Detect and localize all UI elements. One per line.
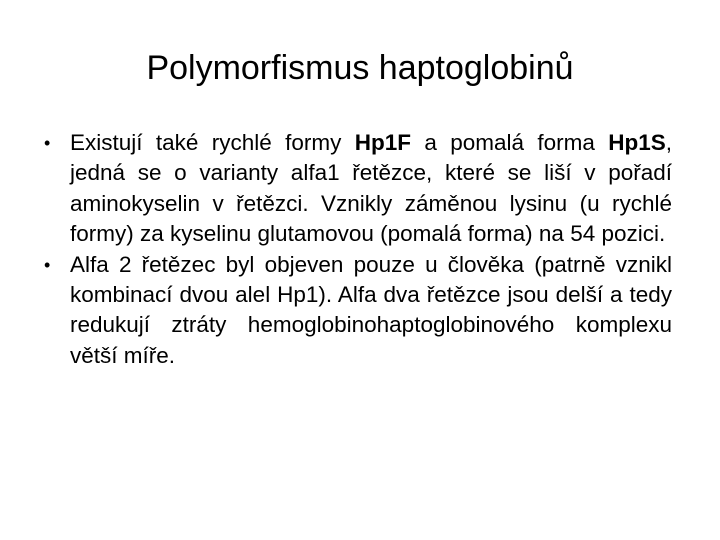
hp1s-term: Hp1S	[608, 130, 666, 155]
bullet-item-fast-slow-forms	[44, 128, 672, 250]
bullet-text-part: Existují také rychlé formy	[70, 130, 355, 155]
bullet-text-part: , jedná se o varianty alfa1 řetězce, které se liší v pořadí aminokyselin v řetězci. Vznikly záměnou lysinu (u rychlé formy) za kyselinu glutamovou (pomalá forma) na 54 pozici.	[70, 130, 672, 247]
hp1f-term: Hp1F	[354, 130, 411, 155]
bullet-item-alpha2-chain	[44, 250, 672, 372]
bullet-text: Alfa 2 řetězec byl objeven pouze u člověka (patrně vznikl kombinací dvou alel Hp1). Alfa dva řetězce jsou delší a tedy redukují ztráty hemoglobinohaptoglobinového komplexu větší míře.	[70, 251, 672, 368]
bullet-icon: •	[44, 133, 51, 153]
slide-title: Polymorfismus haptoglobinů	[146, 49, 574, 87]
bullet-icon: •	[44, 254, 51, 275]
bullet-text-part: a pomalá forma	[410, 130, 609, 155]
bullet-text	[70, 130, 672, 246]
bullet-list	[44, 128, 672, 371]
